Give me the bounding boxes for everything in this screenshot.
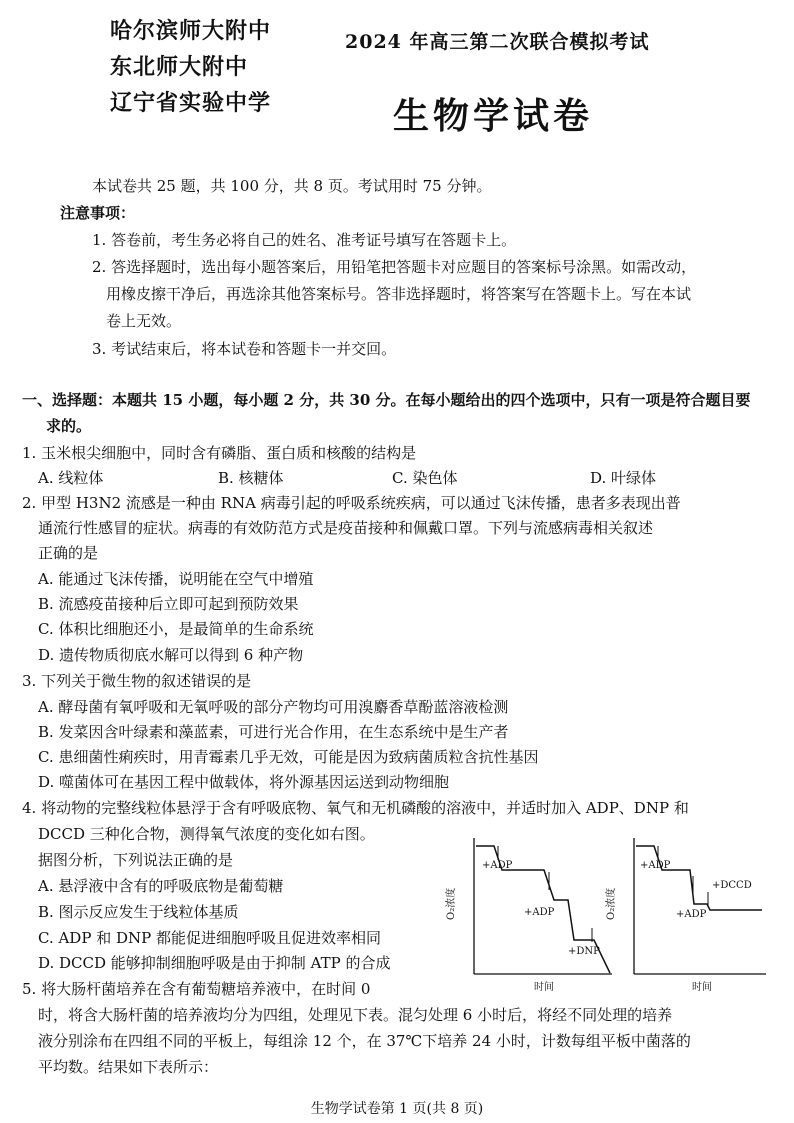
curve-label: +DNP [568,946,600,957]
option: A. 悬浮液中含有的呼吸底物是葡萄糖 [38,877,284,895]
curve-label: +ADP [482,860,513,871]
question-stem: 3. 下列关于微生物的叙述错误的是 [22,672,252,690]
question-stem-cont: 平均数。结果如下表所示： [38,1058,219,1076]
question-stem: 1. 玉米根尖细胞中，同时含有磷脂、蛋白质和核酸的结构是 [22,444,417,462]
note-item: 用橡皮擦干净后，再选涂其他答案标号。答非选择题时，将答案写在答题卡上。写在本试 [106,285,692,303]
school-list [110,14,310,122]
option: A. 线粒体 [38,469,104,487]
oxygen-curve [636,846,762,910]
curve-label: +DCCD [712,880,752,891]
question-stem-cont: 液分别涂布在四组不同的平板上，每组涂 12 个，在 37℃下培养 24 小时，计数每组平板中菌落的 [38,1032,691,1050]
left-graph [444,838,612,993]
option: D. 叶绿体 [590,469,657,487]
right-graph [604,838,766,993]
x-axis-label: 时间 [692,982,712,993]
question-stem: 5. 将大肠杆菌培养在含有葡萄糖培养液中，在时间 0 [22,980,371,998]
notes-heading: 注意事项： [60,204,136,222]
question-stem: 2. 甲型 H3N2 流感是一种由 RNA 病毒引起的呼吸系统疾病，可以通过飞沫传播，患者多表现出普 [22,494,681,512]
option: A. 酵母菌有氧呼吸和无氧呼吸的部分产物均可用溴麝香草酚蓝溶液检测 [38,698,509,716]
curve-label: +ADP [640,860,671,871]
school-name: 辽宁省实验中学 [110,91,272,116]
exam-title: 2024 年高三第二次联合模拟考试 [345,31,650,53]
y-axis-label: O₂浓度 [606,887,617,920]
note-item: 卷上无效。 [106,312,182,330]
curve-label: +ADP [524,907,555,918]
note-item: 1. 答卷前，考生务必将自己的姓名、准考证号填写在答题卡上。 [92,231,517,249]
intro-text: 本试卷共 25 题，共 100 分，共 8 页。考试用时 75 分钟。 [92,177,492,195]
option: D. DCCD 能够抑制细胞呼吸是由于抑制 ATP 的合成 [38,954,391,972]
question-stem-cont: 时，将含大肠杆菌的培养液均分为四组，处理见下表。混匀处理 6 小时后，将经不同处理的培养 [38,1006,673,1024]
school-name: 哈尔滨师大附中 [110,19,272,44]
option: B. 流感疫苗接种后立即可起到预防效果 [38,595,299,613]
option: D. 噬菌体可在基因工程中做载体，将外源基因运送到动物细胞 [38,773,450,791]
curve-label: +ADP [676,909,707,920]
section-heading: 一、选择题：本题共 15 小题，每小题 2 分，共 30 分。在每小题给出的四个选项中，只有一项是符合题目要 [22,391,751,409]
option: B. 发菜因含叶绿素和藻蓝素，可进行光合作用，在生态系统中是生产者 [38,723,509,741]
x-axis-label: 时间 [534,982,554,993]
option: C. 体积比细胞还小，是最简单的生命系统 [38,620,314,638]
option: C. 患细菌性痢疾时，用青霉素几乎无效，可能是因为致病菌质粒含抗性基因 [38,748,539,766]
y-axis-label: O₂浓度 [446,887,457,920]
option: B. 图示反应发生于线粒体基质 [38,903,239,921]
oxygen-concentration-figure [432,828,772,994]
question-stem: 4. 将动物的完整线粒体悬浮于含有呼吸底物、氧气和无机磷酸的溶液中，并适时加入 ADP、DNP 和 [22,799,689,817]
figure-svg [432,828,772,994]
paper-title: 生物学试卷 [393,96,594,137]
question-stem-cont: 正确的是 [38,544,99,562]
option: D. 遗传物质彻底水解可以得到 6 种产物 [38,646,304,664]
question-stem-cont: 据图分析，下列说法正确的是 [38,851,234,869]
note-item: 2. 答选择题时，选出每小题答案后，用铅笔把答题卡对应题目的答案标号涂黑。如需改动， [92,258,697,276]
option: A. 能通过飞沫传播，说明能在空气中增殖 [38,570,314,588]
school-name: 东北师大附中 [110,55,249,80]
option: C. ADP 和 DNP 都能促进细胞呼吸且促进效率相同 [38,929,381,947]
option: C. 染色体 [392,469,458,487]
section-heading-cont: 求的。 [46,417,92,435]
page-footer: 生物学试卷第 1 页(共 8 页) [310,1101,484,1117]
note-item: 3. 考试结束后，将本试卷和答题卡一并交回。 [92,340,397,358]
question-stem-cont: DCCD 三种化合物，测得氧气浓度的变化如右图。 [38,825,375,843]
option: B. 核糖体 [218,469,284,487]
question-stem-cont: 通流行性感冒的症状。病毒的有效防范方式是疫苗接种和佩戴口罩。下列与流感病毒相关叙述 [38,519,654,537]
